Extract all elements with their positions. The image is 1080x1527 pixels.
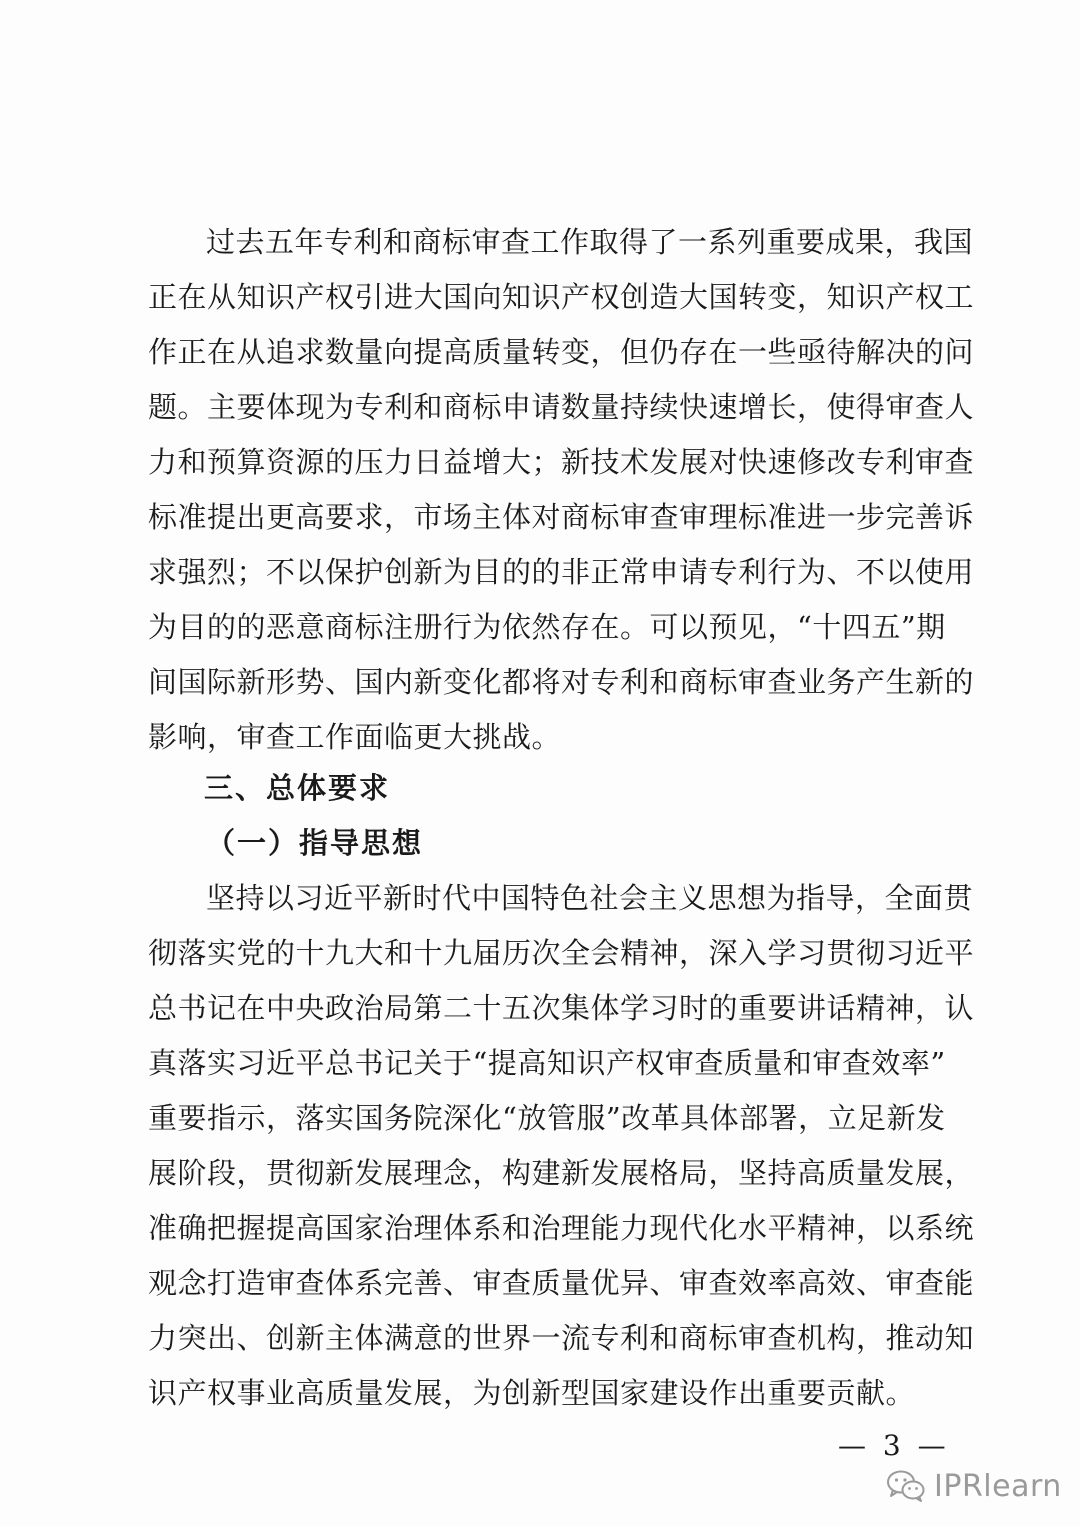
section-heading: 三、总体要求 (204, 771, 391, 805)
paragraph-line: 题。主要体现为专利和商标申请数量持续快速增长，使得审查人 (148, 390, 975, 424)
page-number: — 3 — (838, 1429, 950, 1462)
paragraph-line: 重要指示，落实国务院深化“放管服”改革具体部署，立足新发 (148, 1101, 946, 1135)
wechat-icon (886, 1469, 926, 1503)
paragraph-line: 观念打造审查体系完善、审查质量优异、审查效率高效、审查能 (148, 1266, 975, 1300)
watermark (886, 1466, 1062, 1506)
paragraph-line: 识产权事业高质量发展，为创新型国家建设作出重要贡献。 (148, 1376, 916, 1410)
paragraph-line: 准确把握提高国家治理体系和治理能力现代化水平精神，以系统 (148, 1211, 975, 1245)
paragraph-line: 力和预算资源的压力日益增大；新技术发展对快速修改专利审查 (148, 445, 975, 479)
subsection-heading: （一）指导思想 (206, 826, 424, 860)
paragraph-line: 影响，审查工作面临更大挑战。 (148, 720, 562, 754)
paragraph-line: 间国际新形势、国内新变化都将对专利和商标审查业务产生新的 (148, 665, 975, 699)
paragraph-line: 作正在从追求数量向提高质量转变，但仍存在一些亟待解决的问 (148, 335, 975, 369)
paragraph-line: 总书记在中央政治局第二十五次集体学习时的重要讲话精神，认 (148, 991, 975, 1025)
paragraph-line: 坚持以习近平新时代中国特色社会主义思想为指导，全面贯 (206, 881, 974, 915)
paragraph-line: 过去五年专利和商标审查工作取得了一系列重要成果，我国 (206, 225, 974, 259)
paragraph-line: 力突出、创新主体满意的世界一流专利和商标审查机构，推动知 (148, 1321, 975, 1355)
paragraph-line: 彻落实党的十九大和十九届历次全会精神，深入学习贯彻习近平 (148, 936, 975, 970)
watermark-text: IPRlearn (934, 1468, 1062, 1504)
paragraph-line: 求强烈；不以保护创新为目的的非正常申请专利行为、不以使用 (148, 555, 975, 589)
paragraph-line: 为目的的恶意商标注册行为依然存在。可以预见，“十四五”期 (148, 610, 946, 644)
paragraph-line: 标准提出更高要求，市场主体对商标审查审理标准进一步完善诉 (148, 500, 975, 534)
paragraph-line: 正在从知识产权引进大国向知识产权创造大国转变，知识产权工 (148, 280, 975, 314)
paragraph-line: 真落实习近平总书记关于“提高知识产权审查质量和审查效率” (148, 1046, 946, 1080)
paragraph-line: 展阶段，贯彻新发展理念，构建新发展格局，坚持高质量发展， (148, 1156, 975, 1190)
